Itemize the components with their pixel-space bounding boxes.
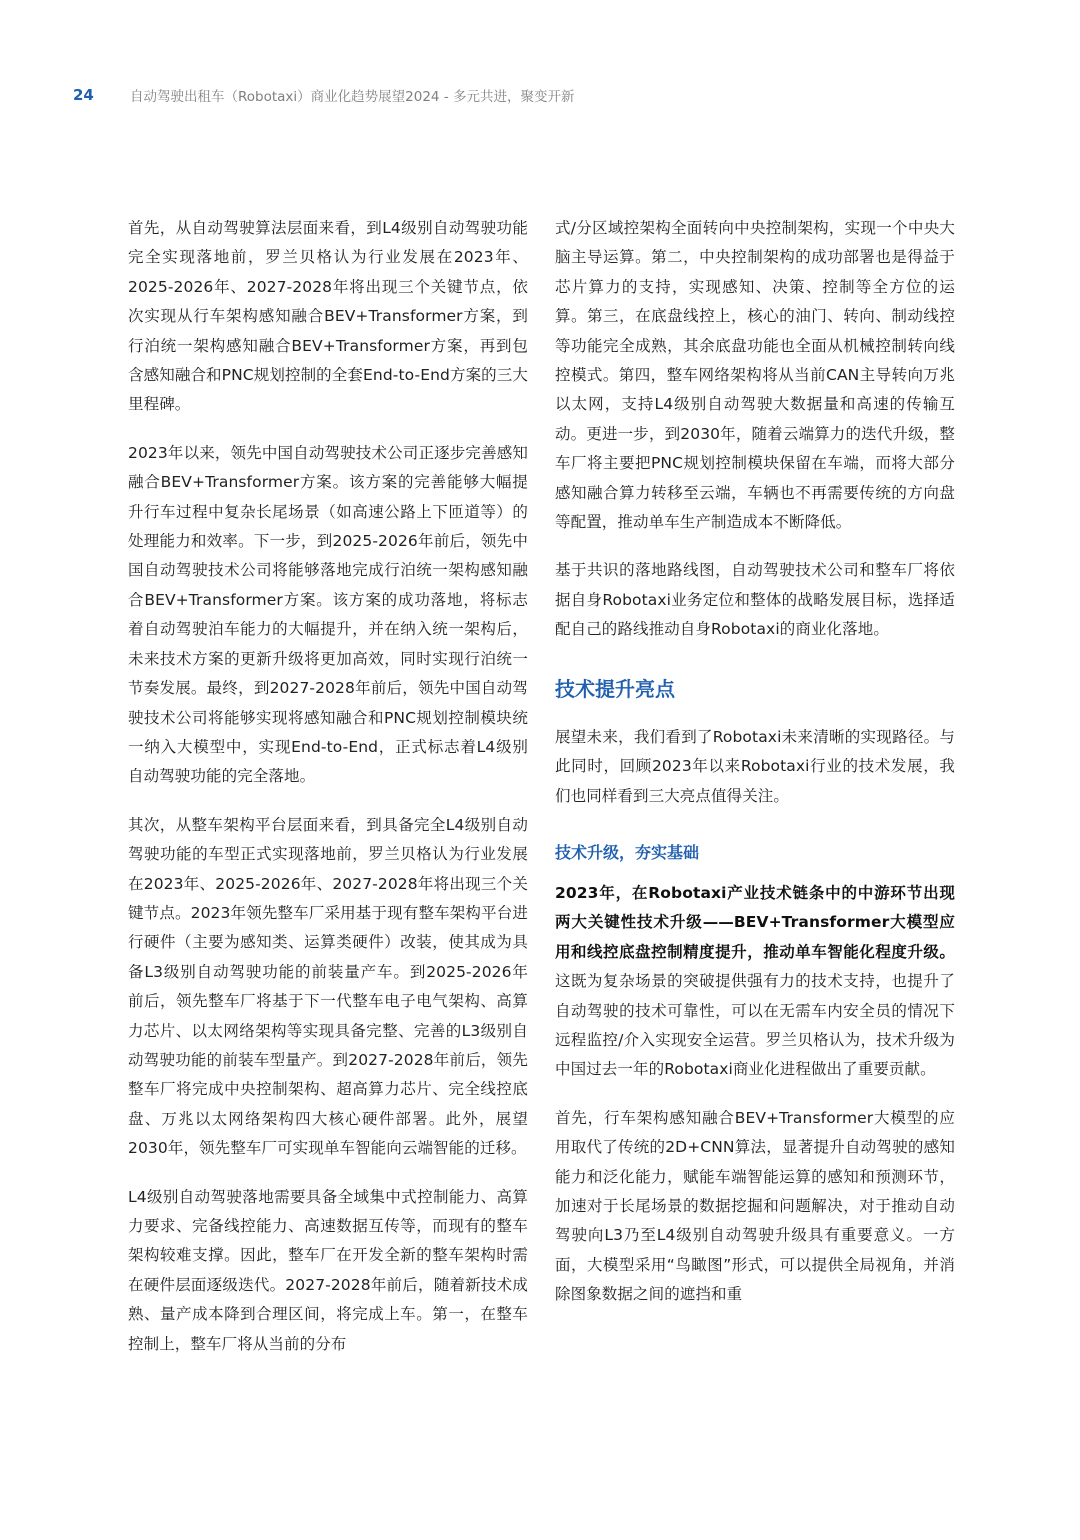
paragraph: 首先，行车架构感知融合BEV+Transformer大模型的应用取代了传统的2D+CNN算法，显著提升自动驾驶的感知能力和泛化能力，赋能车端智能运算的感知和预测环节，加速对于长尾场景的数据挖掘和问题解决，对于推动自动驾驶向L3乃至L4级别自动驾驶升级具有重要意义。一方面，大模型采用“鸟瞰图”形式，可以提供全局视角，并消除图象数据之间的遮挡和重 bbox=[555, 1108, 955, 1304]
paragraph: 基于共识的落地路线图，自动驾驶技术公司和整车厂将依据自身Robotaxi业务定位和整体的战略发展目标，选择适配自己的路线推动自身Robotaxi的商业化落地。 bbox=[555, 561, 955, 639]
right-column bbox=[555, 214, 955, 1329]
page-header bbox=[73, 84, 574, 106]
running-title: 自动驾驶出租车（Robotaxi）商业化趋势展望2024 - 多元共进，聚变开新 bbox=[130, 89, 575, 105]
paragraph: 2023年以来，领先中国自动驾驶技术公司正逐步完善感知融合BEV+Transformer方案。该方案的完善能够大幅提升行车过程中复杂长尾场景（如高速公路上下匝道等）的处理能力和效率。下一步，到2025-2026年前后，领先中国自动驾驶技术公司将能够落地完成行泊统一架构感知融合BEV+Transformer方案。该方案的成功落地，将标志着自动驾驶泊车能力的大幅提升，并在纳入统一架构后，未来技术方案的更新升级将更加高效，同时实现行泊统一节奏发展。最终，到2027-2028年前后，领先中国自动驾驶技术公司将能够实现将感知融合和PNC规划控制模块统一纳入大模型中，实现End-to-End，正式标志着L4级别自动驾驶功能的完全落地。 bbox=[128, 443, 528, 786]
paragraph: 其次，从整车架构平台层面来看，到具备完全L4级别自动驾驶功能的车型正式实现落地前，罗兰贝格认为行业发展在2023年、2025-2026年、2027-2028年将出现三个关键节点。2023年领先整车厂采用基于现有整车架构平台进行硬件（主要为感知类、运算类硬件）改装，使其成为具备L3级别自动驾驶功能的前装量产车。到2025-2026年前后，领先整车厂将基于下一代整车电子电气架构、高算力芯片、以太网络架构等实现具备完整、完善的L3级别自动驾驶功能的前装车型量产。到2027-2028年前后，领先整车厂将完成中央控制架构、超高算力芯片、完全线控底盘、万兆以太网络架构四大核心硬件部署。此外，展望2030年，领先整车厂可实现单车智能向云端智能的迁移。 bbox=[128, 815, 528, 1158]
page-number: 24 bbox=[73, 86, 94, 104]
paragraph: L4级别自动驾驶落地需要具备全域集中式控制能力、高算力要求、完备线控能力、高速数据互传等，而现有的整车架构较难支撑。因此，整车厂在开发全新的整车架构时需在硬件层面逐级迭代。2027-2028年前后，随着新技术成熟、量产成本降到合理区间，将完成上车。第一，在整车控制上，整车厂将从当前的分布 bbox=[128, 1187, 528, 1353]
paragraph bbox=[555, 879, 955, 1085]
paragraph-rest: 这既为复杂场景的突破提供强有力的技术支持，也提升了自动驾驶的技术可靠性，可以在无需车内安全员的情况下远程监控/介入实现安全运营。罗兰贝格认为，技术升级为中国过去一年的Robotaxi商业化进程做出了重要贡献。 bbox=[555, 972, 955, 1079]
left-column bbox=[128, 214, 528, 1378]
paragraph: 式/分区域控架构全面转向中央控制架构，实现一个中央大脑主导运算。第二，中央控制架构的成功部署也是得益于芯片算力的支持，实现感知、决策、控制等全方位的运算。第三，在底盘线控上，核心的油门、转向、制动线控等功能完全成熟，其余底盘功能也全面从机械控制转向线控模式。第四，整车网络架构将从当前CAN主导转向万兆以太网，支持L4级别自动驾驶大数据量和高速的传输互动。更进一步，到2030年，随着云端算力的迭代升级，整车厂将主要把PNC规划控制模块保留在车端，而将大部分感知融合算力转移至云端，车辆也不再需要传统的方向盘等配置，推动单车生产制造成本不断降低。 bbox=[555, 219, 955, 532]
subsection-title: 技术升级，夯实基础 bbox=[555, 842, 700, 862]
bold-lead: 2023年，在Robotaxi产业技术链条中的中游环节出现两大关键性技术升级——BEV+Transformer大模型应用和线控底盘控制精度提升，推动单车智能化程度升级。 bbox=[555, 883, 955, 961]
section-title: 技术提升亮点 bbox=[555, 676, 675, 701]
paragraph: 首先，从自动驾驶算法层面来看，到L4级别自动驾驶功能完全实现落地前，罗兰贝格认为行业发展在2023年、2025-2026年、2027-2028年将出现三个关键节点，依次实现从行车架构感知融合BEV+Transformer方案，到行泊统一架构感知融合BEV+Transformer方案，再到包含感知融合和PNC规划控制的全套End-to-End方案的三大里程碑。 bbox=[128, 219, 528, 414]
paragraph: 展望未来，我们看到了Robotaxi未来清晰的实现路径。与此同时，回顾2023年以来Robotaxi行业的技术发展，我们也同样看到三大亮点值得关注。 bbox=[555, 727, 955, 805]
